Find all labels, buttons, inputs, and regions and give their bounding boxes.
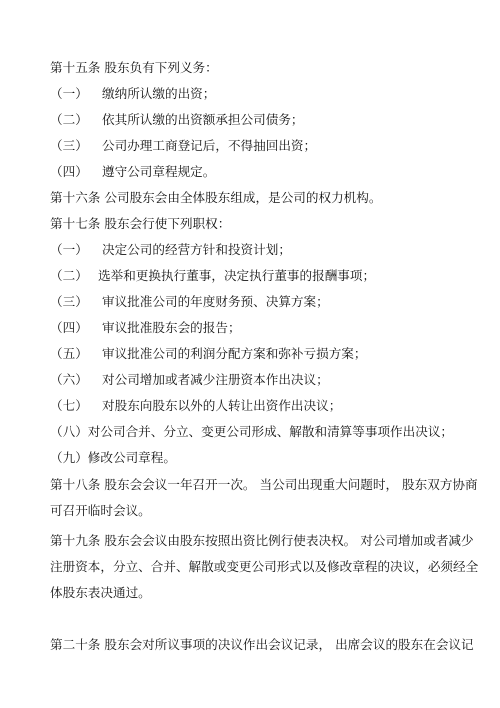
item-text: 选举和更换执行董事，决定执行董事的报酬事项；	[98, 268, 376, 283]
item-text: 缴纳所认缴的出资；	[102, 86, 216, 101]
item-text: 修改公司章程。	[87, 450, 176, 465]
item-number: （一）	[50, 242, 88, 257]
article-19-line-2: 注册资本，分立、合并、解散或变更公司形式以及修改章程的决议，必须经全	[50, 559, 479, 574]
article-19-line-3: 体股东表决通过。	[50, 585, 151, 600]
item-text: 对公司合并、分立、变更公司形成、解散和清算等事项作出决议；	[87, 424, 453, 439]
article-15-item-1	[50, 86, 470, 102]
item-text: 依其所认缴的出资额承担公司债务；	[102, 112, 304, 127]
article-17-item-7	[50, 398, 470, 414]
item-number: （二）	[50, 268, 88, 283]
article-17-item-5	[50, 346, 470, 362]
article-17-item-9	[50, 450, 470, 466]
item-text: 审议批准公司的年度财务预、决算方案；	[102, 294, 329, 309]
item-number: （三）	[50, 294, 88, 309]
item-number: （八）	[50, 424, 88, 439]
article-18-line-2: 可召开临时会议。	[50, 503, 151, 518]
item-number: （五）	[50, 346, 88, 361]
article-20-line-1: 第二十条 股东会对所议事项的决议作出会议记录， 出席会议的股东在会议记	[50, 637, 474, 652]
article-15-item-4	[50, 164, 470, 180]
article-17-item-4	[50, 320, 470, 336]
item-text: 遵守公司章程规定。	[102, 164, 216, 179]
article-17-item-8	[50, 424, 470, 440]
item-text: 公司办理工商登记后，不得抽回出资；	[102, 138, 317, 153]
item-number: （二）	[50, 112, 88, 127]
item-number: （一）	[50, 86, 88, 101]
item-number: （四）	[50, 320, 88, 335]
article-16: 第十六条 公司股东会由全体股东组成，是公司的权力机构。	[50, 190, 382, 205]
item-text: 决定公司的经营方针和投资计划；	[102, 242, 291, 257]
article-18-line-1: 第十八条 股东会会议一年召开一次。 当公司出现重大问题时， 股东双方协商	[50, 477, 478, 492]
item-number: （三）	[50, 138, 88, 153]
article-19-line-1: 第十九条 股东会会议由股东按照出资比例行使表决权。 对公司增加或者减少	[50, 533, 474, 548]
article-15-heading: 第十五条 股东负有下列义务：	[50, 60, 218, 75]
item-number: （七）	[50, 398, 88, 413]
item-number: （九）	[50, 450, 88, 465]
article-15-item-2	[50, 112, 470, 128]
article-17-heading: 第十七条 股东会行使下列职权：	[50, 216, 231, 231]
article-15-item-3	[50, 138, 470, 154]
article-17-item-1	[50, 242, 470, 258]
item-text: 审议批准股东会的报告；	[102, 320, 241, 335]
item-number: （四）	[50, 164, 88, 179]
article-17-item-6	[50, 372, 470, 388]
item-text: 对公司增加或者减少注册资本作出决议；	[102, 372, 329, 387]
article-17-item-2	[50, 268, 470, 284]
item-number: （六）	[50, 372, 88, 387]
item-text: 对股东向股东以外的人转让出资作出决议；	[102, 398, 342, 413]
article-17-item-3	[50, 294, 470, 310]
item-text: 审议批准公司的利润分配方案和弥补亏损方案；	[102, 346, 367, 361]
